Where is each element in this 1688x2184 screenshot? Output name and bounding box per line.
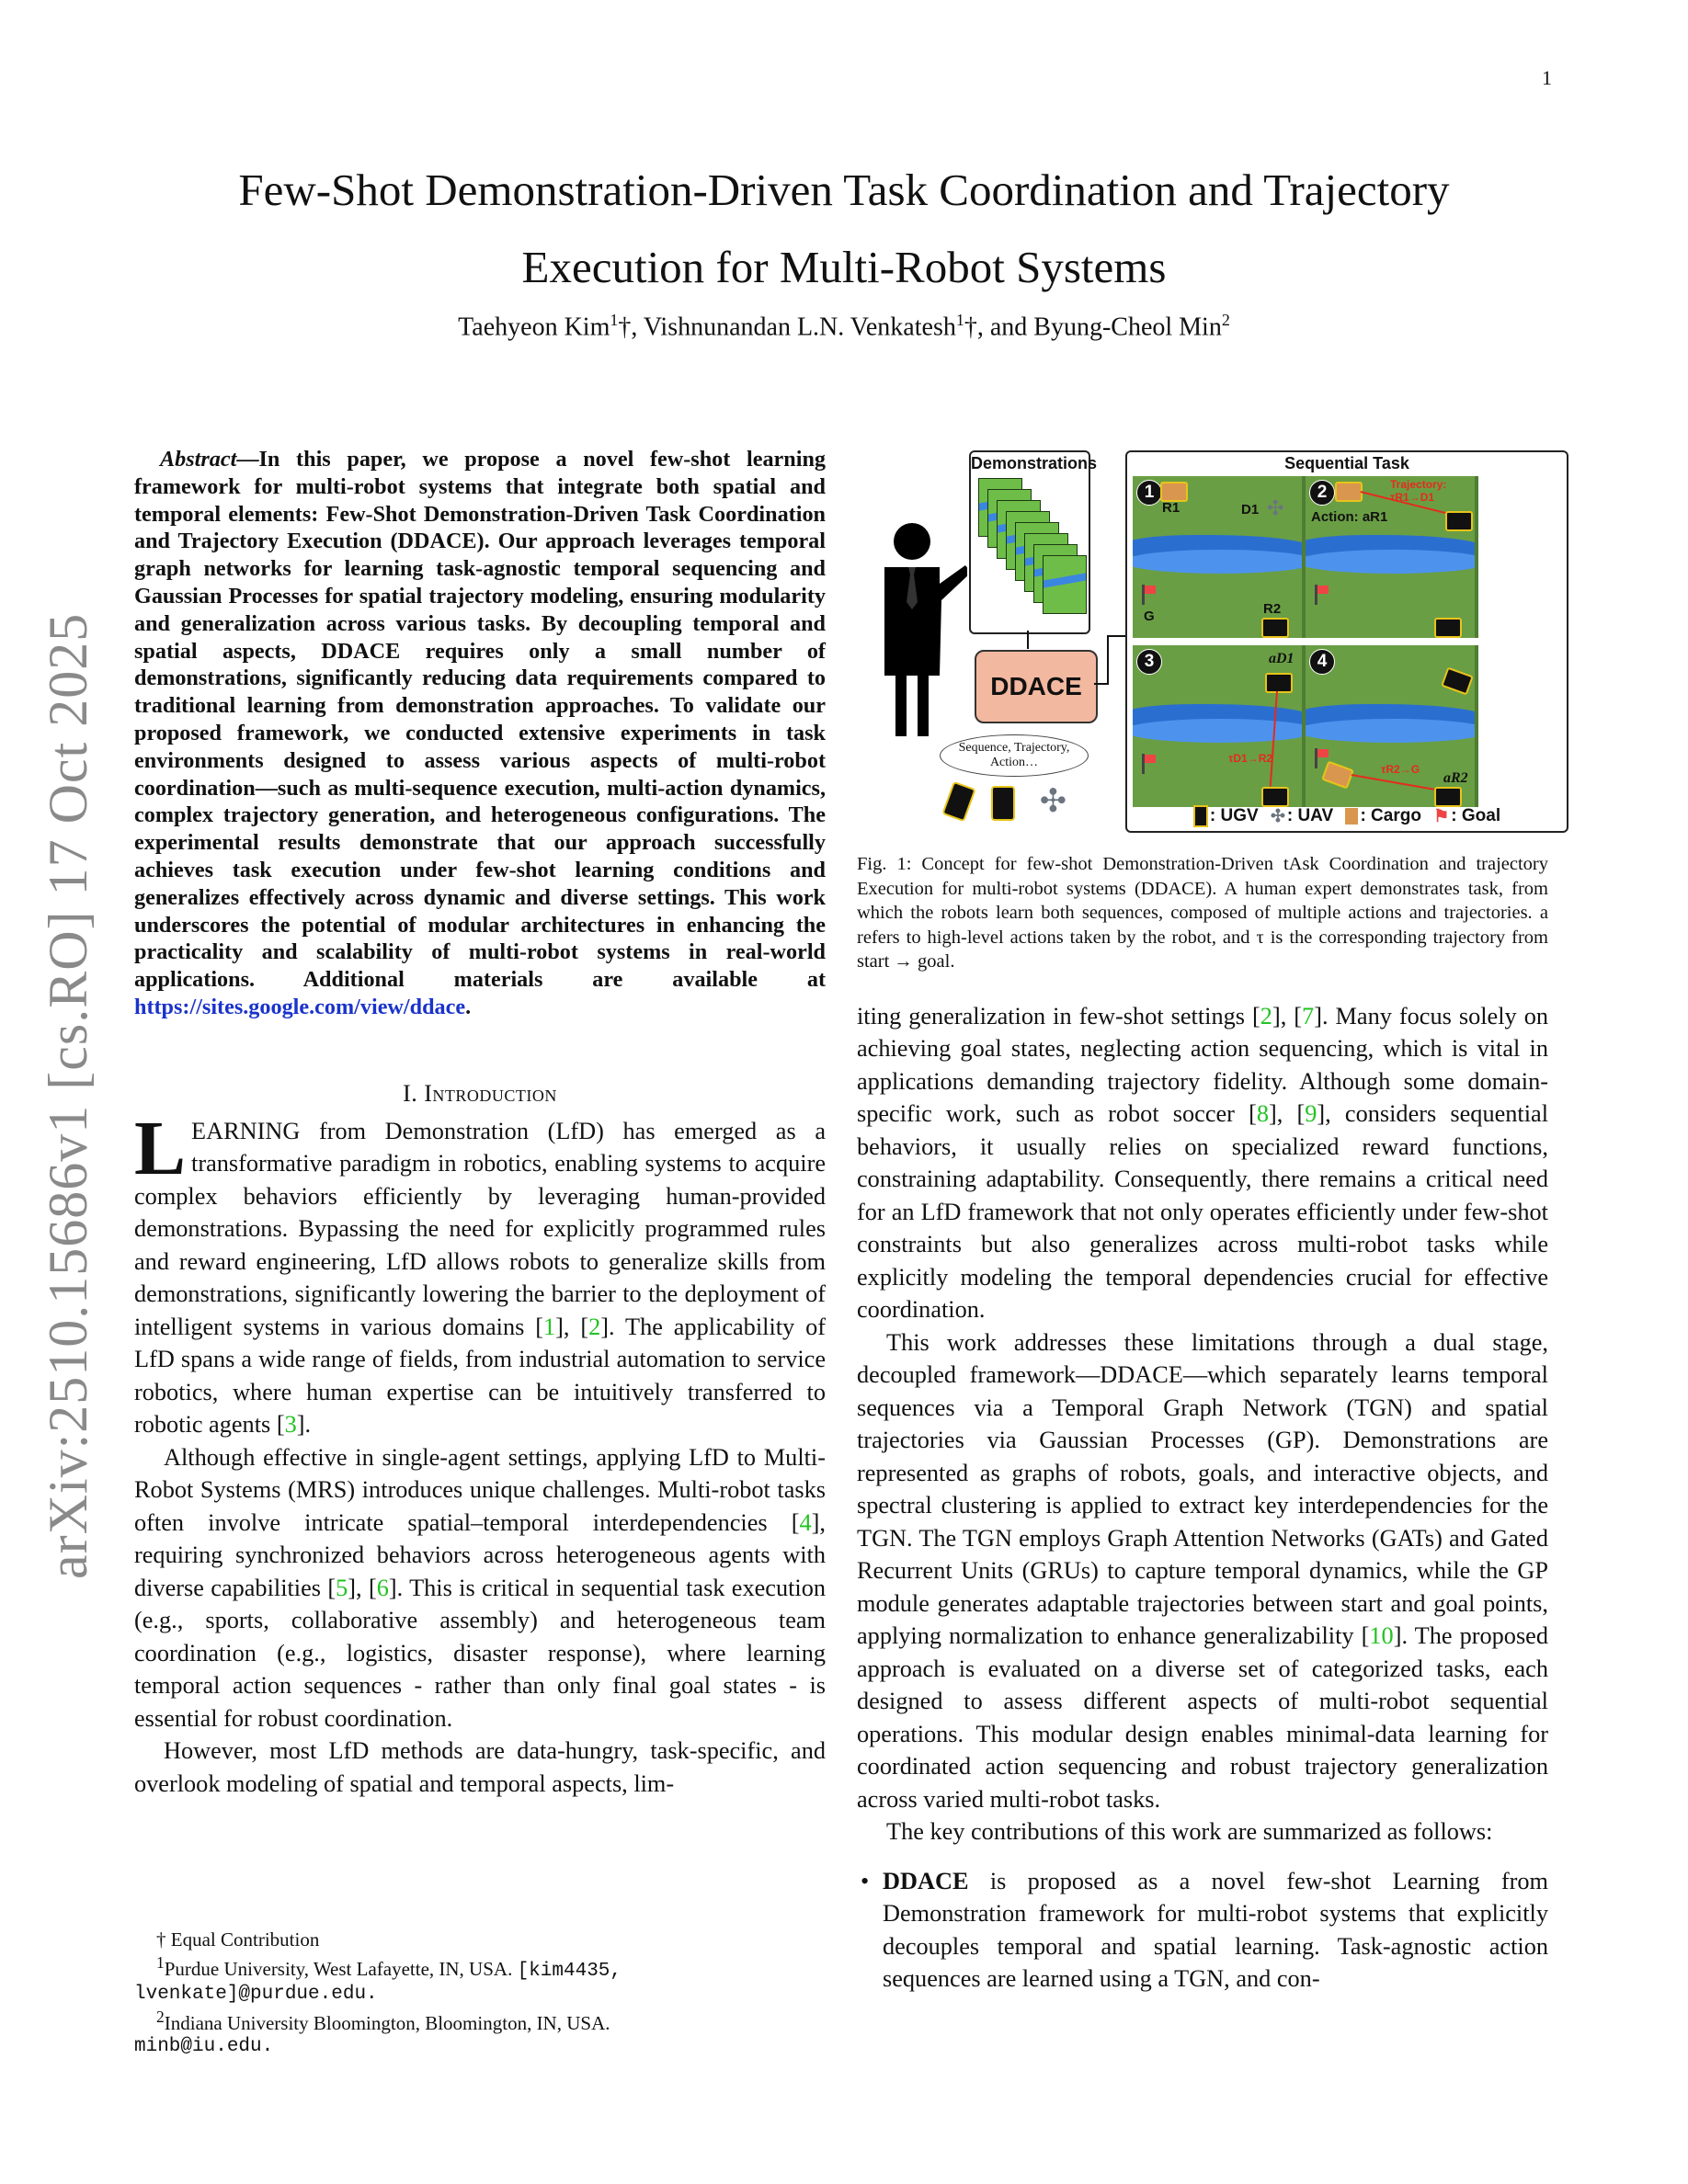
sequential-task-title: Sequential Task xyxy=(1284,454,1409,472)
goal-flag-icon xyxy=(1315,585,1317,605)
action-label: aR2 xyxy=(1443,770,1468,786)
legend-item-goal: ⚑ : Goal xyxy=(1433,806,1501,826)
citation-link[interactable]: 9 xyxy=(1305,1100,1317,1127)
presenter-person-icon xyxy=(875,519,967,740)
river xyxy=(1133,550,1306,574)
intro-paragraph-1: LEARNING from Demonstration (LfD) has emerged as a transformative paradigm in robotics, enabling systems to acquire complex behaviors efficiently by leveraging human-provided demonstrations. Bypassing the need for explicitly programmed rules and reward engineering, LfD allows robots to generalize skills from demonstrations, significantly lowering the barrier to the deployment of intelligent systems in various domains [1], [2]. The applicability of LfD spans a wide range of fields, from industrial automation to service robotics, where human expertise can be intuitively transferred to robotic agents [3]. xyxy=(134,1105,826,1439)
thought-cloud: Sequence, Trajectory, Action… xyxy=(940,734,1089,777)
goal-flag-icon: ⚑ xyxy=(1433,806,1450,826)
arrow-right xyxy=(1107,635,1125,637)
ugv-icon xyxy=(1335,482,1363,502)
footnote-affiliation-2: $^2$Indiana University Bloomington, Bloomington, IN, USA. xyxy=(156,2008,610,2034)
river xyxy=(1306,719,1478,743)
uav-icon: ✣ xyxy=(1270,806,1285,826)
step-badge: 4 xyxy=(1309,649,1335,675)
robot-label: D1 xyxy=(1241,502,1260,518)
citation-link[interactable]: 2 xyxy=(588,1313,601,1340)
ugv-icon xyxy=(1265,673,1293,693)
author-list: Taehyeon Kim$^1$†, Vishnunandan L.N. Venkatesh$^1$†, and Byung-Cheol Min$^2$ xyxy=(458,311,1230,342)
ugv-robot-icon xyxy=(991,786,1015,821)
arrow-connector xyxy=(1107,635,1109,685)
abstract: Abstract—In this paper, we propose a novel few-shot learning framework for multi-robot systems that integrate both spatial and temporal elements: Few-Shot Demonstration-Driven Task Coordination and Trajectory Execution (DDACE). Our approach leverages temporal graph networks for learning task-agnostic temporal sequencing and Gaussian Processes for spatial trajectory modeling, ensuring modularity and generalization across various tasks. By decoupling temporal and spatial aspects, DDACE requires only a small number of demonstrations, significantly reducing data requirements compared to traditional learning from demonstration approaches. To validate our proposed framework, we conducted extensive experiments in task environments designed to assess various aspects of multi-robot coordination—such as multi-sequence execution, multi-action dynamics, complex trajectory generation, and heterogeneous configurations. The experimental results demonstrate that our approach successfully achieves task execution under few-shot learning conditions and generalizes effectively across dynamic and diverse settings. This work underscores the potential of modular architectures in enhancing the practicality and scalability of multi-robot systems in real-world applications. Additional materials are available at https://sites.google.com/view/ddace. xyxy=(134,447,826,1019)
legend-item-uav: ✣ : UAV xyxy=(1270,806,1334,826)
uav-drone-icon xyxy=(1040,789,1075,815)
citation-link[interactable]: 4 xyxy=(799,1508,812,1536)
action-label: aD1 xyxy=(1269,651,1295,666)
ugv-icon xyxy=(1434,787,1462,807)
abstract-text: In this paper, we propose a novel few-shot learning framework for multi-robot systems that integrate both spatial and temporal elements: Few-Shot Demonstration-Driven Task Coordination and Trajectory Execution (DDACE). Our approach leverages temporal graph networks for learning task-agnostic temporal sequencing and Gaussian Processes for spatial trajectory modeling, ensuring modularity and generalization across various tasks. By decoupling temporal and spatial aspects, DDACE requires only a small number of demonstrations, significantly reducing data requirements compared to traditional learning from demonstration approaches. To validate our proposed framework, we conducted extensive experiments in task environments designed to assess various aspects of multi-robot coordination—such as multi-sequence execution, multi-action dynamics, complex trajectory generation, and heterogeneous configurations. The experimental results demonstrate that our approach successfully achieves task execution under few-shot learning conditions and generalizes effectively across dynamic and diverse settings. This work underscores the potential of modular architectures in enhancing the practicality and scalability of multi-robot systems in real-world applications. Additional materials are available at xyxy=(134,447,826,993)
footnote-equal-contribution: † Equal Contribution xyxy=(156,1928,320,1951)
ugv-robot-icon xyxy=(941,781,975,823)
title-line-2: Execution for Multi-Robot Systems xyxy=(521,242,1167,292)
trajectory-arrow xyxy=(1352,774,1446,792)
ugv-icon xyxy=(1193,805,1208,827)
left-column xyxy=(134,446,826,1800)
demonstrations-box xyxy=(969,450,1098,634)
goal-flag-icon xyxy=(1315,748,1317,768)
step-badge: 2 xyxy=(1309,480,1335,506)
contribution-item: • DDACE is proposed as a novel few-shot Learning from Demonstration framework for multi-robot systems that explicitly decouples temporal and spatial learning. Task-agnostic action sequences are learned using a TGN, and con- xyxy=(857,1865,1548,1996)
citation-link[interactable]: 10 xyxy=(1369,1622,1394,1649)
task-panel-2 xyxy=(1306,476,1478,638)
right-column xyxy=(857,446,1548,1996)
intro-paragraph-5: The key contributions of this work are summarized as follows: xyxy=(886,1818,1493,1845)
ugv-icon xyxy=(1321,761,1354,790)
task-panel-3 xyxy=(1133,645,1306,807)
section-heading-introduction: I. Introduction xyxy=(403,1079,557,1107)
trajectory-label: τD1→R2 xyxy=(1228,752,1273,765)
ugv-icon xyxy=(1441,667,1474,696)
footnote-email-2: minb@iu.edu. xyxy=(134,2036,274,2057)
intro-paragraph-4: This work addresses these limitations through a dual stage, decoupled framework—DDACE—which separately learns temporal sequences via a Temporal Graph Network (TGN) and spatial trajectories via Gaussian Processes (GP). Demonstrations are represented as graphs of robots, goals, and interactive objects, and spectral clustering is applied to extract key interdependencies for the TGN. The TGN employs Graph Attention Networks (GATs) and Gated Recurrent Units (GRUs) to capture temporal dynamics, while the GP module generates adaptable trajectories between start and goal points, applying normalization to enhance generalizability [10]. The proposed approach is evaluated on a diverse set of categorized tasks, each designed to assess different aspects of multi-robot sequential operations. This modular design enables minimal-data learning for coordinated action sequencing and robust trajectory generalization across varied multi-robot tasks. xyxy=(857,1328,1548,1813)
arrow-down xyxy=(1027,631,1029,649)
legend-item-ugv: : UGV xyxy=(1193,806,1259,825)
task-panel-4 xyxy=(1306,645,1478,807)
ugv-icon xyxy=(1261,787,1289,807)
demonstrations-title: Demonstrations xyxy=(971,454,1098,472)
footnote-email-1: lvenkate]@purdue.edu. xyxy=(134,1984,378,2005)
robot-label: R1 xyxy=(1162,500,1180,516)
ugv-icon xyxy=(1434,618,1462,638)
paper-title xyxy=(138,152,1550,306)
goal-label: G xyxy=(1144,609,1155,624)
step-badge: 1 xyxy=(1136,480,1162,506)
author-name: Vishnunandan L.N. Venkatesh xyxy=(643,313,956,342)
citation-link[interactable]: 1 xyxy=(543,1313,556,1340)
citation-link[interactable]: 2 xyxy=(1260,1002,1272,1029)
action-label: Action: aR1 xyxy=(1311,509,1388,525)
ugv-icon xyxy=(1160,482,1188,502)
cargo-icon xyxy=(1345,808,1358,825)
ddace-box: DDACE xyxy=(975,650,1098,723)
citation-link[interactable]: 3 xyxy=(284,1411,297,1439)
trajectory-label: τR2→G xyxy=(1381,763,1420,776)
ugv-icon xyxy=(1445,511,1473,531)
trajectory-label: Trajectory: τR1→D1 xyxy=(1390,478,1447,504)
dropcap: L xyxy=(134,1105,187,1191)
river xyxy=(1306,550,1478,574)
title-line-1: Few-Shot Demonstration-Driven Task Coordination and Trajectory xyxy=(238,165,1450,215)
page-number: 1 xyxy=(1542,66,1552,89)
footnotes xyxy=(134,1928,826,2058)
robot-label: R2 xyxy=(1263,601,1282,617)
contributions-list xyxy=(857,1865,1548,1996)
abstract-label: Abstract xyxy=(160,447,237,472)
uav-icon xyxy=(1267,500,1289,517)
author-name: Taehyeon Kim xyxy=(458,313,610,342)
author-name: Byung-Cheol Min xyxy=(1033,313,1222,342)
footnote-affiliation-1: $^1$Purdue University, West Lafayette, IN, USA. [kim4435, xyxy=(156,1953,622,1982)
arxiv-stamp: arXiv:2510.15686v1 [cs.RO] 17 Oct 2025 xyxy=(38,612,98,1579)
sequential-task-box xyxy=(1125,450,1568,833)
goal-flag-icon xyxy=(1142,585,1145,605)
citation-link[interactable]: 5 xyxy=(336,1574,348,1601)
legend-item-cargo: : Cargo xyxy=(1345,806,1421,825)
citation-link[interactable]: 7 xyxy=(1302,1002,1315,1029)
goal-flag-icon xyxy=(1142,754,1145,774)
figure-1-caption: Fig. 1: Concept for few-shot Demonstration-Driven tAsk Coordination and trajectory Execution for multi-robot systems (DDACE). A human expert demonstrates task, from which the robots learn both sequences, composed of multiple actions and trajectories. a refers to high-level actions taken by the robot, and τ is the corresponding trajectory from start → goal. xyxy=(857,854,1548,972)
ugv-icon xyxy=(1261,618,1289,638)
river xyxy=(1133,719,1306,743)
step-badge: 3 xyxy=(1136,649,1162,675)
intro-paragraph-2: Although effective in single-agent settings, applying LfD to Multi-Robot Systems (MRS) introduces unique challenges. Multi-robot tasks often involve intricate spatial–temporal interdependencies [4], requiring synchronized behaviors across heterogeneous agents with diverse capabilities [5], [6]. This is critical in sequential task execution (e.g., sports, collaborative assembly) and heterogeneous team coordination (e.g., logistics, disaster response), where learning temporal action sequences - rather than only final goal states - is essential for robust coordination. xyxy=(134,1443,827,1732)
figure-1 xyxy=(875,446,1567,832)
citation-link[interactable]: 6 xyxy=(376,1574,389,1601)
project-link[interactable]: https://sites.google.com/view/ddace xyxy=(134,994,466,1019)
intro-paragraph-3-continued: iting generalization in few-shot settings [2], [7]. Many focus solely on achieving goal states, neglecting action sequencing, which is vital in applications demanding trajectory fidelity. Although some domain-specific work, such as robot soccer [8], [9], considers sequential behaviors, it usually relies on specialized reward functions, constraining adaptability. Consequently, there remains a critical need for an LfD framework that not only operates efficiently under few-shot constraints but also generalizes across multi-robot tasks while explicitly modeling the temporal dependencies crucial for effective coordination. xyxy=(857,1002,1548,1323)
task-panel-1 xyxy=(1133,476,1306,638)
intro-paragraph-3: However, most LfD methods are data-hungry, task-specific, and overlook modeling of spatial and temporal aspects, lim- xyxy=(134,1737,826,1797)
demo-slide xyxy=(1043,555,1087,614)
citation-link[interactable]: 8 xyxy=(1256,1100,1270,1127)
figure-legend xyxy=(1127,805,1567,827)
